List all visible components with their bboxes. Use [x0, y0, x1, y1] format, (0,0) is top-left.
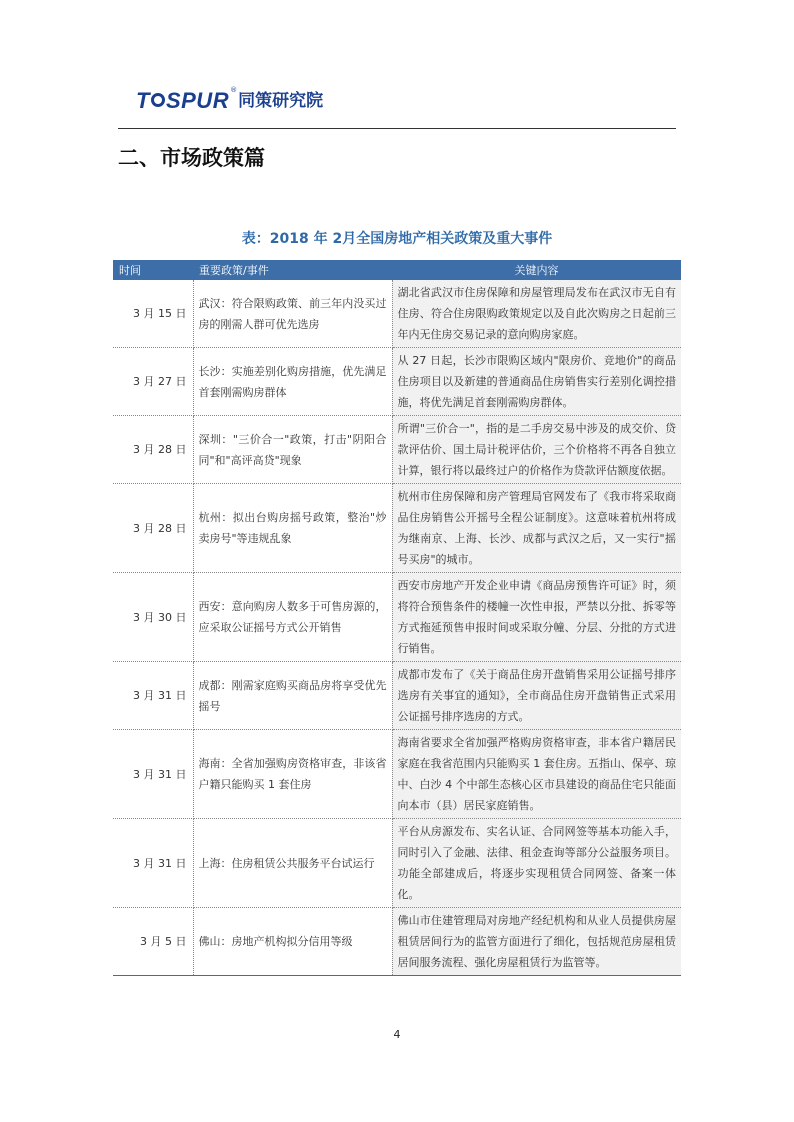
row-date: 3 月 31 日: [113, 730, 193, 819]
row-key-content: 平台从房源发布、实名认证、合同网签等基本功能入手，同时引入了金融、法律、租金查询等部分公益服务项目。功能全部建成后，将逐步实现租赁合同网签、备案一体化。: [392, 819, 681, 908]
row-date: 3 月 28 日: [113, 416, 193, 484]
row-event: 长沙：实施差别化购房措施，优先满足首套刚需购房群体: [193, 348, 392, 416]
table-row: [113, 280, 681, 348]
row-date: 3 月 28 日: [113, 484, 193, 573]
table-row: [113, 730, 681, 819]
header-key-content: 关键内容: [392, 260, 681, 280]
page-number: 4: [393, 1028, 401, 1041]
row-event: 佛山：房地产机构拟分信用等级: [193, 908, 392, 976]
table-header-row: [113, 260, 681, 280]
row-date: 3 月 15 日: [113, 280, 193, 348]
table-row: [113, 908, 681, 976]
row-event: 上海：住房租赁公共服务平台试运行: [193, 819, 392, 908]
logo-institute-name: 同策研究院: [238, 91, 324, 111]
row-event: 西安：意向购房人数多于可售房源的，应采取公证摇号方式公开销售: [193, 573, 392, 662]
registered-mark: ®: [230, 86, 238, 94]
row-key-content: 西安市房地产开发企业申请《商品房预售许可证》时，须将符合预售条件的楼幢一次性申报，严禁以分批、拆零等方式拖延预售申报时间或采取分幢、分层、分批的方式进行销售。: [392, 573, 681, 662]
table-row: [113, 573, 681, 662]
table-row: [113, 484, 681, 573]
row-event: 杭州：拟出台购房摇号政策，整治"炒卖房号"等违规乱象: [193, 484, 392, 573]
header-time: 时间: [113, 260, 193, 280]
row-date: 3 月 31 日: [113, 662, 193, 730]
row-date: 3 月 5 日: [113, 908, 193, 976]
row-date: 3 月 27 日: [113, 348, 193, 416]
row-event: 深圳："三价合一"政策，打击"阴阳合同"和"高评高贷"现象: [193, 416, 392, 484]
logo-brand-text: T SPUR: [136, 88, 230, 113]
section-title: 二、市场政策篇: [118, 146, 265, 170]
row-event: 武汉：符合限购政策、前三年内没买过房的刚需人群可优先选房: [193, 280, 392, 348]
row-key-content: 成都市发布了《关于商品住房开盘销售采用公证摇号排序选房有关事宜的通知》，全市商品住房开盘销售正式采用公证摇号排序选房的方式。: [392, 662, 681, 730]
policy-table: [113, 260, 681, 976]
row-key-content: 海南省要求全省加强严格购房资格审查，非本省户籍居民家庭在我省范围内只能购买 1 套住房。五指山、保亭、琼中、白沙 4 个中部生态核心区市县建设的商品住宅只能面向本市（县）居民家庭销售。: [392, 730, 681, 819]
row-date: 3 月 31 日: [113, 819, 193, 908]
row-key-content: 从 27 日起，长沙市限购区域内"限房价、竞地价"的商品住房项目以及新建的普通商品住房销售实行差别化调控措施，将优先满足首套刚需购房群体。: [392, 348, 681, 416]
row-event: 海南：全省加强购房资格审查，非该省户籍只能购买 1 套住房: [193, 730, 392, 819]
table-title: 表：2018 年 2月全国房地产相关政策及重大事件: [241, 231, 553, 247]
tospur-logo: [136, 86, 323, 112]
row-key-content: 湖北省武汉市住房保障和房屋管理局发布在武汉市无自有住房、符合住房限购政策规定以及自此次购房之日起前三年内无住房交易记录的意向购房家庭。: [392, 280, 681, 348]
header-divider: [118, 128, 676, 129]
logo-o-ring: [151, 93, 165, 107]
header-event: 重要政策/事件: [193, 260, 392, 280]
row-event: 成都：刚需家庭购买商品房将享受优先摇号: [193, 662, 392, 730]
row-key-content: 杭州市住房保障和房产管理局官网发布了《我市将采取商品住房销售公开摇号全程公证制度》。这意味着杭州将成为继南京、上海、长沙、成都与武汉之后，又一实行"摇号买房"的城市。: [392, 484, 681, 573]
table-row: [113, 416, 681, 484]
row-date: 3 月 30 日: [113, 573, 193, 662]
row-key-content: 佛山市住建管理局对房地产经纪机构和从业人员提供房屋租赁居间行为的监管方面进行了细化，包括规范房屋租赁居间服务流程、强化房屋租赁行为监管等。: [392, 908, 681, 976]
row-key-content: 所谓"三价合一"，指的是二手房交易中涉及的成交价、贷款评估价、国土局计税评估价，三个价格将不再各自独立计算，银行将以最终过户的价格作为贷款评估额度依据。: [392, 416, 681, 484]
table-row: [113, 348, 681, 416]
table-row: [113, 819, 681, 908]
table-row: [113, 662, 681, 730]
